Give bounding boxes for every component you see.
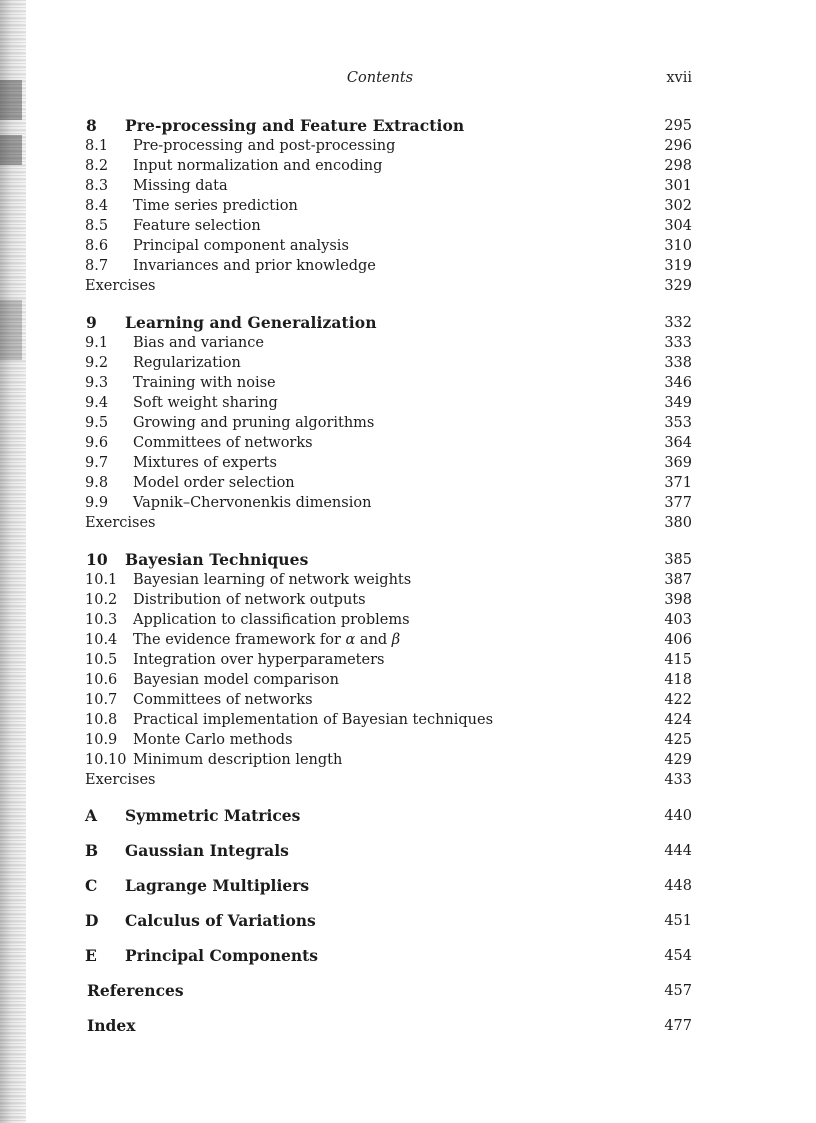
section-entry[interactable] bbox=[85, 690, 692, 710]
exercises-page: 329 bbox=[664, 278, 692, 294]
section-entry[interactable] bbox=[85, 650, 692, 670]
section-number: 10.6 bbox=[85, 672, 118, 688]
section-number: 10.4 bbox=[85, 632, 118, 648]
section-page: 422 bbox=[664, 692, 692, 708]
alpha-symbol: α bbox=[345, 632, 356, 648]
section-number: 8.3 bbox=[85, 178, 109, 194]
section-page: 296 bbox=[664, 138, 692, 154]
exercises-entry[interactable] bbox=[85, 513, 692, 533]
section-page: 346 bbox=[664, 375, 692, 391]
section-title: Growing and pruning algorithms bbox=[133, 415, 375, 431]
section-title: Missing data bbox=[133, 178, 228, 194]
references-title: References bbox=[87, 981, 184, 1000]
section-title: Integration over hyperparameters bbox=[133, 652, 385, 668]
exercises-label: Exercises bbox=[85, 278, 156, 294]
section-number: 10.8 bbox=[85, 712, 118, 728]
appendix-page: 454 bbox=[664, 948, 692, 964]
section-entry[interactable] bbox=[85, 136, 692, 156]
section-title: Mixtures of experts bbox=[133, 455, 277, 471]
section-number: 10.2 bbox=[85, 592, 118, 608]
appendix-letter: B bbox=[85, 841, 99, 860]
chapter-number: 10 bbox=[86, 550, 108, 569]
section-page: 415 bbox=[664, 652, 692, 668]
appendix-entry[interactable] bbox=[85, 946, 692, 966]
section-number: 8.2 bbox=[85, 158, 109, 174]
section-number: 9.2 bbox=[85, 355, 109, 371]
section-title: Minimum description length bbox=[133, 752, 343, 768]
section-title: Practical implementation of Bayesian techniques bbox=[133, 712, 494, 728]
index-entry[interactable] bbox=[85, 1016, 692, 1036]
appendix-page: 448 bbox=[664, 878, 692, 894]
section-number: 8.1 bbox=[85, 138, 109, 154]
book-binding-shadow bbox=[0, 0, 26, 1123]
section-title: Soft weight sharing bbox=[133, 395, 278, 411]
section-entry[interactable] bbox=[85, 610, 692, 630]
section-number: 8.6 bbox=[85, 238, 109, 254]
section-entry[interactable] bbox=[85, 473, 692, 493]
section-page: 364 bbox=[664, 435, 692, 451]
appendix-page: 451 bbox=[664, 913, 692, 929]
header-page-number: xvii bbox=[666, 70, 692, 86]
section-title: Vapnik–Chervonenkis dimension bbox=[133, 495, 372, 511]
exercises-label: Exercises bbox=[85, 515, 156, 531]
section-entry[interactable] bbox=[85, 710, 692, 730]
section-title: Invariances and prior knowledge bbox=[133, 258, 376, 274]
exercises-page: 380 bbox=[664, 515, 692, 531]
chapter-page: 295 bbox=[664, 118, 692, 134]
section-entry[interactable] bbox=[85, 236, 692, 256]
section-page: 338 bbox=[664, 355, 692, 371]
section-number: 8.5 bbox=[85, 218, 109, 234]
section-page: 333 bbox=[664, 335, 692, 351]
section-entry[interactable] bbox=[85, 413, 692, 433]
section-number: 9.7 bbox=[85, 455, 109, 471]
section-title: Committees of networks bbox=[133, 435, 313, 451]
section-title: Bayesian model comparison bbox=[133, 672, 339, 688]
section-title: Application to classification problems bbox=[133, 612, 410, 628]
exercises-entry[interactable] bbox=[85, 770, 692, 790]
section-number: 10.7 bbox=[85, 692, 118, 708]
section-number: 9.6 bbox=[85, 435, 109, 451]
section-entry[interactable] bbox=[85, 156, 692, 176]
section-number: 9.9 bbox=[85, 495, 109, 511]
section-page: 429 bbox=[664, 752, 692, 768]
section-entry[interactable] bbox=[85, 353, 692, 373]
index-title: Index bbox=[87, 1016, 136, 1035]
appendix-title: Symmetric Matrices bbox=[125, 806, 301, 825]
beta-symbol: β bbox=[391, 632, 401, 648]
section-title: Monte Carlo methods bbox=[133, 732, 293, 748]
section-entry[interactable] bbox=[85, 590, 692, 610]
section-number: 9.8 bbox=[85, 475, 109, 491]
appendix-letter: C bbox=[85, 876, 98, 895]
chapter-number: 9 bbox=[86, 313, 97, 332]
section-page: 304 bbox=[664, 218, 692, 234]
section-entry[interactable] bbox=[85, 670, 692, 690]
section-title: Time series prediction bbox=[133, 198, 298, 214]
section-title: Model order selection bbox=[133, 475, 295, 491]
appendix-entry[interactable] bbox=[85, 806, 692, 826]
section-number: 9.3 bbox=[85, 375, 109, 391]
section-title: Feature selection bbox=[133, 218, 261, 234]
chapter-number: 8 bbox=[86, 116, 97, 135]
section-title bbox=[133, 630, 400, 650]
section-title-text: The evidence framework for bbox=[133, 632, 346, 648]
chapter-entry[interactable] bbox=[85, 116, 692, 136]
section-entry[interactable] bbox=[85, 493, 692, 513]
section-entry[interactable] bbox=[85, 216, 692, 236]
appendix-page: 444 bbox=[664, 843, 692, 859]
appendix-entry[interactable] bbox=[85, 876, 692, 896]
section-page: 353 bbox=[664, 415, 692, 431]
appendix-title: Lagrange Multipliers bbox=[125, 876, 310, 895]
section-page: 403 bbox=[664, 612, 692, 628]
appendix-entry[interactable] bbox=[85, 841, 692, 861]
section-page: 319 bbox=[664, 258, 692, 274]
chapter-title: Pre-processing and Feature Extraction bbox=[125, 116, 465, 135]
section-title: Training with noise bbox=[133, 375, 276, 391]
section-entry[interactable] bbox=[85, 196, 692, 216]
section-title: Bayesian learning of network weights bbox=[133, 572, 412, 588]
chapter-title: Learning and Generalization bbox=[125, 313, 377, 332]
appendix-title: Gaussian Integrals bbox=[125, 841, 289, 860]
binding-dark-spot bbox=[0, 135, 22, 165]
section-page: 298 bbox=[664, 158, 692, 174]
exercises-entry[interactable] bbox=[85, 276, 692, 296]
section-entry[interactable] bbox=[85, 433, 692, 453]
section-page: 387 bbox=[664, 572, 692, 588]
section-entry[interactable] bbox=[85, 393, 692, 413]
section-title-conjunction: and bbox=[355, 632, 392, 648]
chapter-page: 385 bbox=[664, 552, 692, 568]
references-entry[interactable] bbox=[85, 981, 692, 1001]
binding-dark-spot bbox=[0, 80, 22, 120]
references-page: 457 bbox=[664, 983, 692, 999]
section-number: 10.1 bbox=[85, 572, 118, 588]
section-page: 424 bbox=[664, 712, 692, 728]
running-title: Contents bbox=[346, 70, 414, 86]
exercises-page: 433 bbox=[664, 772, 692, 788]
section-title: Bias and variance bbox=[133, 335, 264, 351]
section-entry[interactable] bbox=[85, 750, 692, 770]
section-number: 10.3 bbox=[85, 612, 118, 628]
binding-dark-spot bbox=[0, 300, 22, 360]
section-entry[interactable] bbox=[85, 373, 692, 393]
section-number: 10.5 bbox=[85, 652, 118, 668]
appendix-letter: A bbox=[85, 806, 98, 825]
appendix-title: Calculus of Variations bbox=[125, 911, 316, 930]
section-title: Pre-processing and post-processing bbox=[133, 138, 396, 154]
section-entry[interactable] bbox=[85, 453, 692, 473]
section-entry[interactable] bbox=[85, 730, 692, 750]
section-number: 10.9 bbox=[85, 732, 118, 748]
appendix-letter: D bbox=[85, 911, 99, 930]
section-page: 425 bbox=[664, 732, 692, 748]
section-entry[interactable] bbox=[85, 333, 692, 353]
section-page: 377 bbox=[664, 495, 692, 511]
chapter-page: 332 bbox=[664, 315, 692, 331]
section-number: 9.1 bbox=[85, 335, 109, 351]
section-page: 310 bbox=[664, 238, 692, 254]
section-page: 369 bbox=[664, 455, 692, 471]
section-title: Input normalization and encoding bbox=[133, 158, 383, 174]
appendix-entry[interactable] bbox=[85, 911, 692, 931]
section-number: 8.4 bbox=[85, 198, 109, 214]
section-number: 9.5 bbox=[85, 415, 109, 431]
exercises-label: Exercises bbox=[85, 772, 156, 788]
section-entry[interactable] bbox=[85, 176, 692, 196]
section-page: 406 bbox=[664, 632, 692, 648]
appendix-title: Principal Components bbox=[125, 946, 319, 965]
section-number: 9.4 bbox=[85, 395, 109, 411]
section-number: 8.7 bbox=[85, 258, 109, 274]
appendix-page: 440 bbox=[664, 808, 692, 824]
section-title: Committees of networks bbox=[133, 692, 313, 708]
section-page: 302 bbox=[664, 198, 692, 214]
index-page: 477 bbox=[664, 1018, 692, 1034]
section-page: 398 bbox=[664, 592, 692, 608]
chapter-entry[interactable] bbox=[85, 550, 692, 570]
section-entry[interactable] bbox=[85, 256, 692, 276]
section-page: 349 bbox=[664, 395, 692, 411]
section-entry[interactable] bbox=[85, 570, 692, 590]
section-page: 418 bbox=[664, 672, 692, 688]
section-page: 301 bbox=[664, 178, 692, 194]
section-title: Distribution of network outputs bbox=[133, 592, 366, 608]
section-number: 10.10 bbox=[85, 752, 127, 768]
section-title: Regularization bbox=[133, 355, 241, 371]
chapter-entry[interactable] bbox=[85, 313, 692, 333]
section-entry[interactable] bbox=[85, 630, 692, 650]
section-title: Principal component analysis bbox=[133, 238, 349, 254]
chapter-title: Bayesian Techniques bbox=[125, 550, 309, 569]
appendix-letter: E bbox=[85, 946, 97, 965]
section-page: 371 bbox=[664, 475, 692, 491]
